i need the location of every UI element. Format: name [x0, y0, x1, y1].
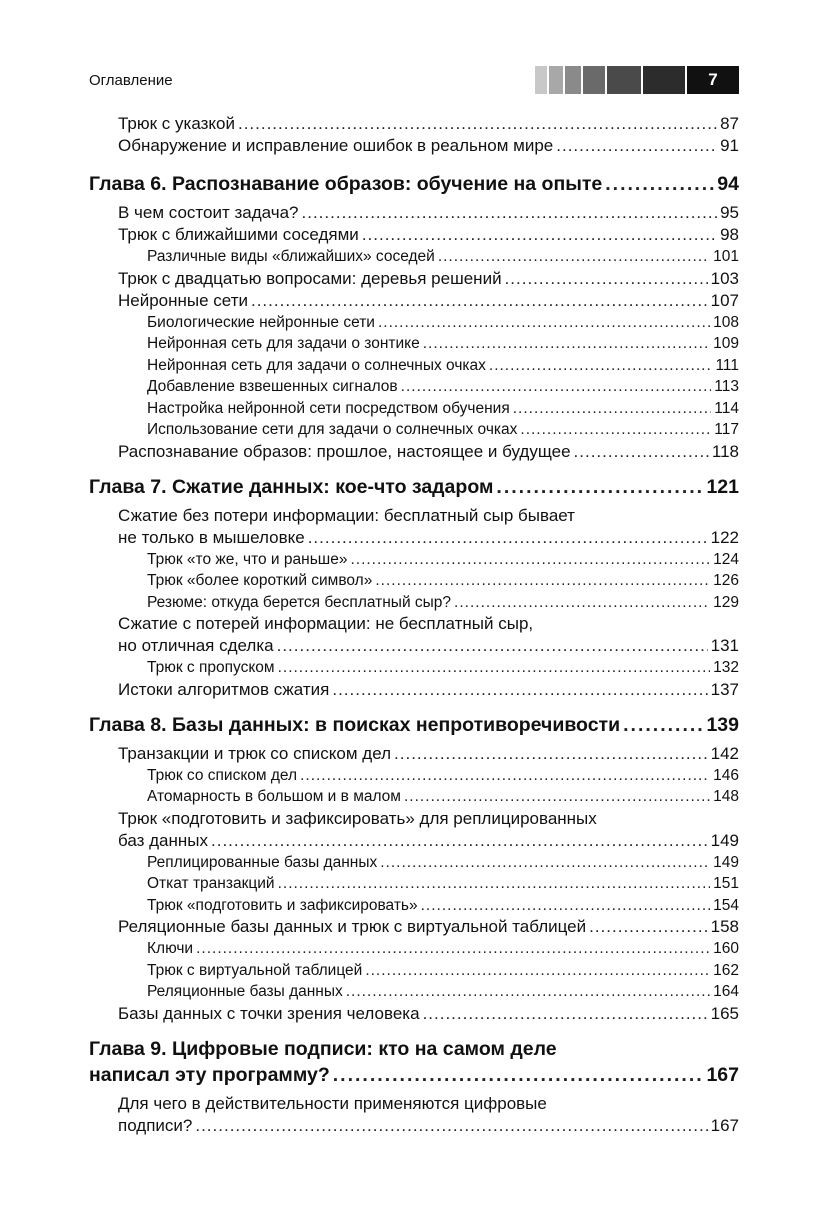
- toc-entry-page: 137: [710, 679, 739, 699]
- dot-leader: [346, 981, 710, 1003]
- toc-entry-page: 132: [713, 659, 739, 676]
- toc-entry-title: Реплицированные базы данных: [147, 853, 378, 871]
- table-of-contents: [89, 113, 739, 1137]
- toc-entry-title: Резюме: откуда берется бесплатный сыр?: [147, 593, 452, 611]
- dot-leader: [496, 474, 703, 500]
- toc-entry-page: 148: [713, 788, 739, 805]
- toc-entry-page: 149: [710, 830, 739, 850]
- header-block: [643, 66, 685, 94]
- toc-entry-page: 124: [713, 550, 739, 568]
- toc-entry-title-line: Сжатие с потерей информации: не бесплатный сыр,: [118, 614, 534, 633]
- dot-leader: [394, 743, 708, 765]
- toc-entry-title: Истоки алгоритмов сжатия: [118, 679, 330, 699]
- toc-entry-title: Ключи: [147, 940, 194, 957]
- dot-leader: [251, 290, 708, 312]
- toc-entry-title: Трюк с виртуальной таблицей: [147, 961, 363, 979]
- dot-leader: [556, 135, 717, 157]
- dot-leader: [380, 852, 710, 874]
- toc-subentry[interactable]: [89, 765, 739, 787]
- dot-leader: [421, 895, 711, 917]
- dot-leader: [401, 376, 712, 398]
- toc-entry-continuation: [89, 635, 739, 657]
- toc-subentry[interactable]: [89, 852, 739, 874]
- header-block: [565, 66, 581, 94]
- toc-entry-title: Нейронные сети: [118, 290, 248, 310]
- toc-subentry[interactable]: [89, 570, 739, 592]
- toc-subentry[interactable]: [89, 549, 739, 571]
- toc-entry-continuation: [89, 527, 739, 549]
- toc-entry-title: Настройка нейронной сети посредством обучения: [147, 399, 510, 417]
- toc-entry-page: 117: [714, 421, 739, 438]
- toc-entry-title: Трюк с пропуском: [147, 659, 275, 676]
- dot-leader: [589, 916, 708, 938]
- toc-entry-page: 149: [713, 853, 739, 871]
- toc-entry-page: 151: [713, 875, 739, 892]
- chapter-title: Глава 8. Базы данных: в поисках непротиворечивости: [89, 713, 621, 736]
- dot-leader: [362, 224, 717, 246]
- toc-entry-page: 107: [710, 290, 739, 310]
- dot-leader: [505, 268, 708, 290]
- header-block: [607, 66, 641, 94]
- toc-entry[interactable]: [89, 135, 739, 157]
- dot-leader: [378, 312, 710, 334]
- toc-subentry[interactable]: [89, 333, 739, 355]
- toc-subentry[interactable]: [89, 786, 739, 808]
- toc-subentry[interactable]: [89, 312, 739, 334]
- page-number: 7: [687, 66, 739, 94]
- toc-entry-page: 122: [710, 527, 739, 547]
- dot-leader: [300, 765, 710, 787]
- toc-entry-title: Обнаружение и исправление ошибок в реальном мире: [118, 136, 554, 155]
- toc-entry[interactable]: [89, 916, 739, 938]
- dot-leader: [513, 398, 712, 420]
- dot-leader: [333, 1062, 704, 1088]
- toc-entry-page: 114: [714, 399, 739, 417]
- dot-leader: [196, 938, 710, 960]
- dot-leader: [489, 355, 713, 377]
- chapter-title-line: Глава 9. Цифровые подписи: кто на самом деле: [89, 1037, 557, 1060]
- toc-entry[interactable]: [89, 1003, 739, 1025]
- toc-entry-page: 126: [713, 572, 739, 589]
- toc-entry-title-line: Трюк «подготовить и зафиксировать» для реплицированных: [118, 808, 597, 828]
- chapter-page: 139: [706, 713, 739, 736]
- toc-entry-page: 146: [713, 766, 739, 784]
- toc-entry-page: 113: [714, 378, 739, 395]
- toc-entry-page: 165: [710, 1003, 739, 1023]
- dot-leader: [438, 246, 710, 268]
- toc-entry-page: 118: [711, 441, 739, 461]
- toc-subentry[interactable]: [89, 981, 739, 1003]
- dot-leader: [308, 527, 708, 549]
- dot-leader: [623, 712, 703, 738]
- toc-entry-page: 162: [713, 961, 739, 979]
- dot-leader: [574, 441, 709, 463]
- toc-entry-page: 158: [710, 917, 739, 936]
- toc-entry[interactable]: [89, 290, 739, 312]
- toc-entry[interactable]: [89, 224, 739, 246]
- dot-leader: [404, 786, 710, 808]
- toc-subentry[interactable]: [89, 592, 739, 614]
- toc-chapter-6[interactable]: [89, 171, 739, 197]
- toc-subentry[interactable]: [89, 873, 739, 895]
- toc-entry-title: Трюк «подготовить и зафиксировать»: [147, 896, 418, 914]
- toc-entry-page: 160: [713, 940, 739, 957]
- toc-entry-title: Биологические нейронные сети: [147, 313, 375, 331]
- toc-subentry[interactable]: [89, 355, 739, 377]
- toc-entry-page: 108: [713, 313, 739, 331]
- toc-entry[interactable]: [89, 113, 739, 135]
- toc-entry-continuation: [89, 830, 739, 852]
- toc-entry-title: Трюк «более короткий символ»: [147, 572, 373, 589]
- toc-entry-page: 101: [713, 248, 739, 265]
- toc-entry-title: Различные виды «ближайших» соседей: [147, 248, 435, 265]
- toc-subentry[interactable]: [89, 895, 739, 917]
- toc-subentry[interactable]: [89, 246, 739, 268]
- toc-entry-title: Атомарность в большом и в малом: [147, 788, 401, 805]
- dot-leader: [423, 333, 710, 355]
- chapter-page: 94: [717, 173, 739, 195]
- dot-leader: [332, 679, 707, 701]
- chapter-page: 167: [706, 1063, 739, 1086]
- dot-leader: [278, 873, 711, 895]
- toc-entry-title: Трюк со списком дел: [147, 766, 298, 784]
- dot-leader: [195, 1115, 707, 1137]
- header-decoration: [533, 66, 739, 94]
- toc-entry-title: Реляционные базы данных: [147, 983, 343, 1000]
- dot-leader: [605, 171, 714, 197]
- toc-entry-title-line: не только в мышеловке: [118, 527, 305, 547]
- running-head: Оглавление: [89, 72, 173, 89]
- page-header: [89, 66, 739, 94]
- header-block: [535, 66, 547, 94]
- toc-entry-title: Использование сети для задачи о солнечных очках: [147, 421, 518, 438]
- toc-entry-multiline[interactable]: [89, 1093, 739, 1137]
- dot-leader: [365, 960, 710, 982]
- toc-entry-title-line: Сжатие без потери информации: бесплатный сыр бывает: [118, 505, 575, 525]
- toc-entry-page: 131: [710, 636, 739, 655]
- toc-entry-page: 103: [710, 268, 739, 288]
- chapter-title-line: написал эту программу?: [89, 1063, 330, 1086]
- dot-leader: [277, 635, 708, 657]
- toc-entry-continuation: [89, 1115, 739, 1137]
- toc-entry[interactable]: [89, 679, 739, 701]
- toc-entry-title: Нейронная сеть для задачи о солнечных очках: [147, 356, 486, 374]
- dot-leader: [375, 570, 710, 592]
- toc-entry-page: 164: [713, 983, 739, 1000]
- chapter-title: Глава 7. Сжатие данных: кое-что задаром: [89, 475, 494, 498]
- toc-entry-title: Трюк «то же, что и раньше»: [147, 550, 348, 568]
- toc-entry-title: Базы данных с точки зрения человека: [118, 1003, 420, 1023]
- toc-entry[interactable]: [89, 268, 739, 290]
- toc-entry-page: 95: [720, 203, 739, 222]
- header-block: [549, 66, 563, 94]
- toc-subentry[interactable]: [89, 376, 739, 398]
- toc-entry-title: В чем состоит задача?: [118, 203, 299, 222]
- toc-entry-title: Нейронная сеть для задачи о зонтике: [147, 335, 420, 352]
- dot-leader: [302, 202, 718, 224]
- toc-entry-title-line: баз данных: [118, 830, 208, 850]
- toc-subentry[interactable]: [89, 657, 739, 679]
- toc-entry-multiline[interactable]: [89, 808, 739, 852]
- toc-entry[interactable]: [89, 202, 739, 224]
- toc-entry-title: Трюк с указкой: [118, 114, 235, 133]
- dot-leader: [278, 657, 711, 679]
- toc-entry-page: 111: [715, 356, 739, 374]
- dot-leader: [454, 592, 710, 614]
- dot-leader: [211, 830, 708, 852]
- dot-leader: [520, 419, 711, 441]
- toc-entry-title: Трюк с двадцатью вопросами: деревья решений: [118, 268, 502, 288]
- toc-entry[interactable]: [89, 743, 739, 765]
- toc-entry-page: 154: [713, 896, 739, 914]
- toc-entry-page: 91: [720, 136, 739, 155]
- toc-entry-page: 109: [713, 335, 739, 352]
- toc-chapter-9[interactable]: [89, 1036, 739, 1088]
- toc-entry-page: 142: [710, 743, 739, 763]
- header-block: [583, 66, 605, 94]
- toc-entry-page: 98: [720, 225, 739, 244]
- toc-entry-multiline[interactable]: [89, 505, 739, 549]
- chapter-title: Глава 6. Распознавание образов: обучение на опыте: [89, 173, 603, 195]
- toc-chapter-7[interactable]: [89, 474, 739, 500]
- toc-entry-page: 87: [720, 114, 739, 133]
- toc-entry-title: Реляционные базы данных и трюк с виртуальной таблицей: [118, 917, 587, 936]
- toc-entry-title: Транзакции и трюк со списком дел: [118, 743, 392, 763]
- toc-subentry[interactable]: [89, 398, 739, 420]
- toc-entry-title-line: Для чего в действительности применяются цифровые: [118, 1093, 547, 1113]
- toc-entry-title: Добавление взвешенных сигналов: [147, 378, 398, 395]
- dot-leader: [350, 549, 710, 571]
- dot-leader: [238, 113, 717, 135]
- toc-entry-multiline[interactable]: [89, 613, 739, 657]
- toc-entry-title-line: подписи?: [118, 1115, 193, 1135]
- toc-entry[interactable]: [89, 441, 739, 463]
- toc-entry-title: Откат транзакций: [147, 875, 275, 892]
- toc-chapter-8[interactable]: [89, 712, 739, 738]
- toc-subentry[interactable]: [89, 960, 739, 982]
- toc-subentry[interactable]: [89, 938, 739, 960]
- chapter-title-continuation: [89, 1062, 739, 1088]
- toc-entry-page: 129: [713, 593, 739, 611]
- toc-entry-title: Распознавание образов: прошлое, настоящее и будущее: [118, 441, 571, 461]
- toc-entry-title: Трюк с ближайшими соседями: [118, 225, 359, 244]
- toc-entry-title-line: но отличная сделка: [118, 636, 274, 655]
- toc-subentry[interactable]: [89, 419, 739, 441]
- dot-leader: [423, 1003, 708, 1025]
- chapter-page: 121: [706, 475, 739, 498]
- toc-entry-page: 167: [710, 1115, 739, 1135]
